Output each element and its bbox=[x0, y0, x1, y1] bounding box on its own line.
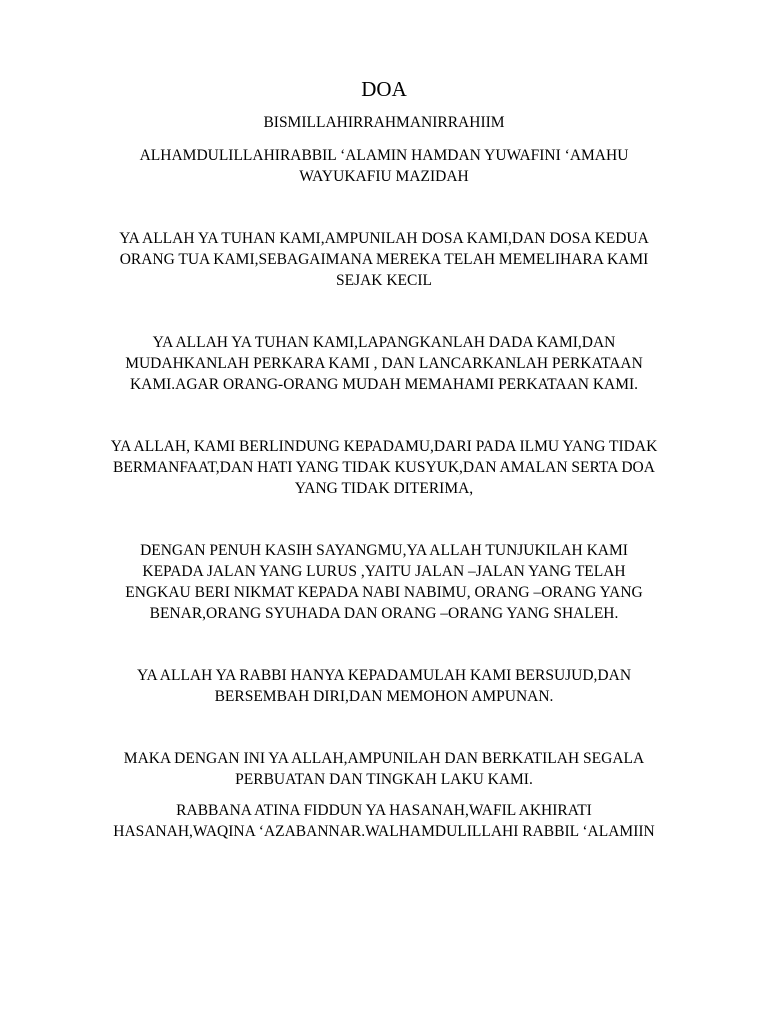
text-line-bismillah: BISMILLAHIRRAHMANIRRAHIIM bbox=[263, 114, 505, 131]
text-line: ENGKAU BERI NIKMAT KEPADA NABI NABIMU, ORANG –ORANG YANG bbox=[125, 584, 643, 601]
text-line: BERMANFAAT,DAN HATI YANG TIDAK KUSYUK,DAN AMALAN SERTA DOA bbox=[113, 459, 655, 476]
text-line: HASANAH,WAQINA ‘AZABANNAR.WALHAMDULILLAHI RABBIL ‘ALAMIIN bbox=[113, 823, 655, 840]
text-line: ORANG TUA KAMI,SEBAGAIMANA MEREKA TELAH MEMELIHARA KAMI bbox=[119, 251, 649, 268]
text-line: YA ALLAH, KAMI BERLINDUNG KEPADAMU,DARI PADA ILMU YANG TIDAK bbox=[110, 438, 658, 455]
text-line: YA ALLAH YA TUHAN KAMI,LAPANGKANLAH DADA KAMI,DAN bbox=[152, 334, 616, 351]
text-line: WAYUKAFIU MAZIDAH bbox=[299, 168, 469, 185]
text-line: KEPADA JALAN YANG LURUS ,YAITU JALAN –JALAN YANG TELAH bbox=[142, 563, 626, 580]
text-line: RABBANA ATINA FIDDUN YA HASANAH,WAFIL AKHIRATI bbox=[176, 802, 592, 819]
text-line: YA ALLAH YA TUHAN KAMI,AMPUNILAH DOSA KAMI,DAN DOSA KEDUA bbox=[119, 230, 649, 247]
text-line: ALHAMDULILLAHIRABBIL ‘ALAMIN HAMDAN YUWAFINI ‘AMAHU bbox=[139, 147, 629, 164]
text-line: YA ALLAH YA RABBI HANYA KEPADAMULAH KAMI BERSUJUD,DAN bbox=[136, 667, 632, 684]
text-line: YANG TIDAK DITERIMA, bbox=[294, 480, 474, 497]
text-line: SEJAK KECIL bbox=[335, 272, 432, 289]
document-title: DOA bbox=[361, 77, 407, 101]
text-line: MUDAHKANLAH PERKARA KAMI , DAN LANCARKANLAH PERKATAAN bbox=[125, 355, 643, 372]
text-line: BENAR,ORANG SYUHADA DAN ORANG –ORANG YANG SHALEH. bbox=[149, 605, 619, 622]
text-line: KAMI.AGAR ORANG-ORANG MUDAH MEMAHAMI PERKATAAN KAMI. bbox=[129, 376, 639, 393]
text-line: DENGAN PENUH KASIH SAYANGMU,YA ALLAH TUNJUKILAH KAMI bbox=[140, 542, 628, 559]
text-line: BERSEMBAH DIRI,DAN MEMOHON AMPUNAN. bbox=[214, 688, 554, 705]
text-line: MAKA DENGAN INI YA ALLAH,AMPUNILAH DAN BERKATILAH SEGALA bbox=[123, 750, 645, 767]
text-line: PERBUATAN DAN TINGKAH LAKU KAMI. bbox=[235, 771, 533, 788]
